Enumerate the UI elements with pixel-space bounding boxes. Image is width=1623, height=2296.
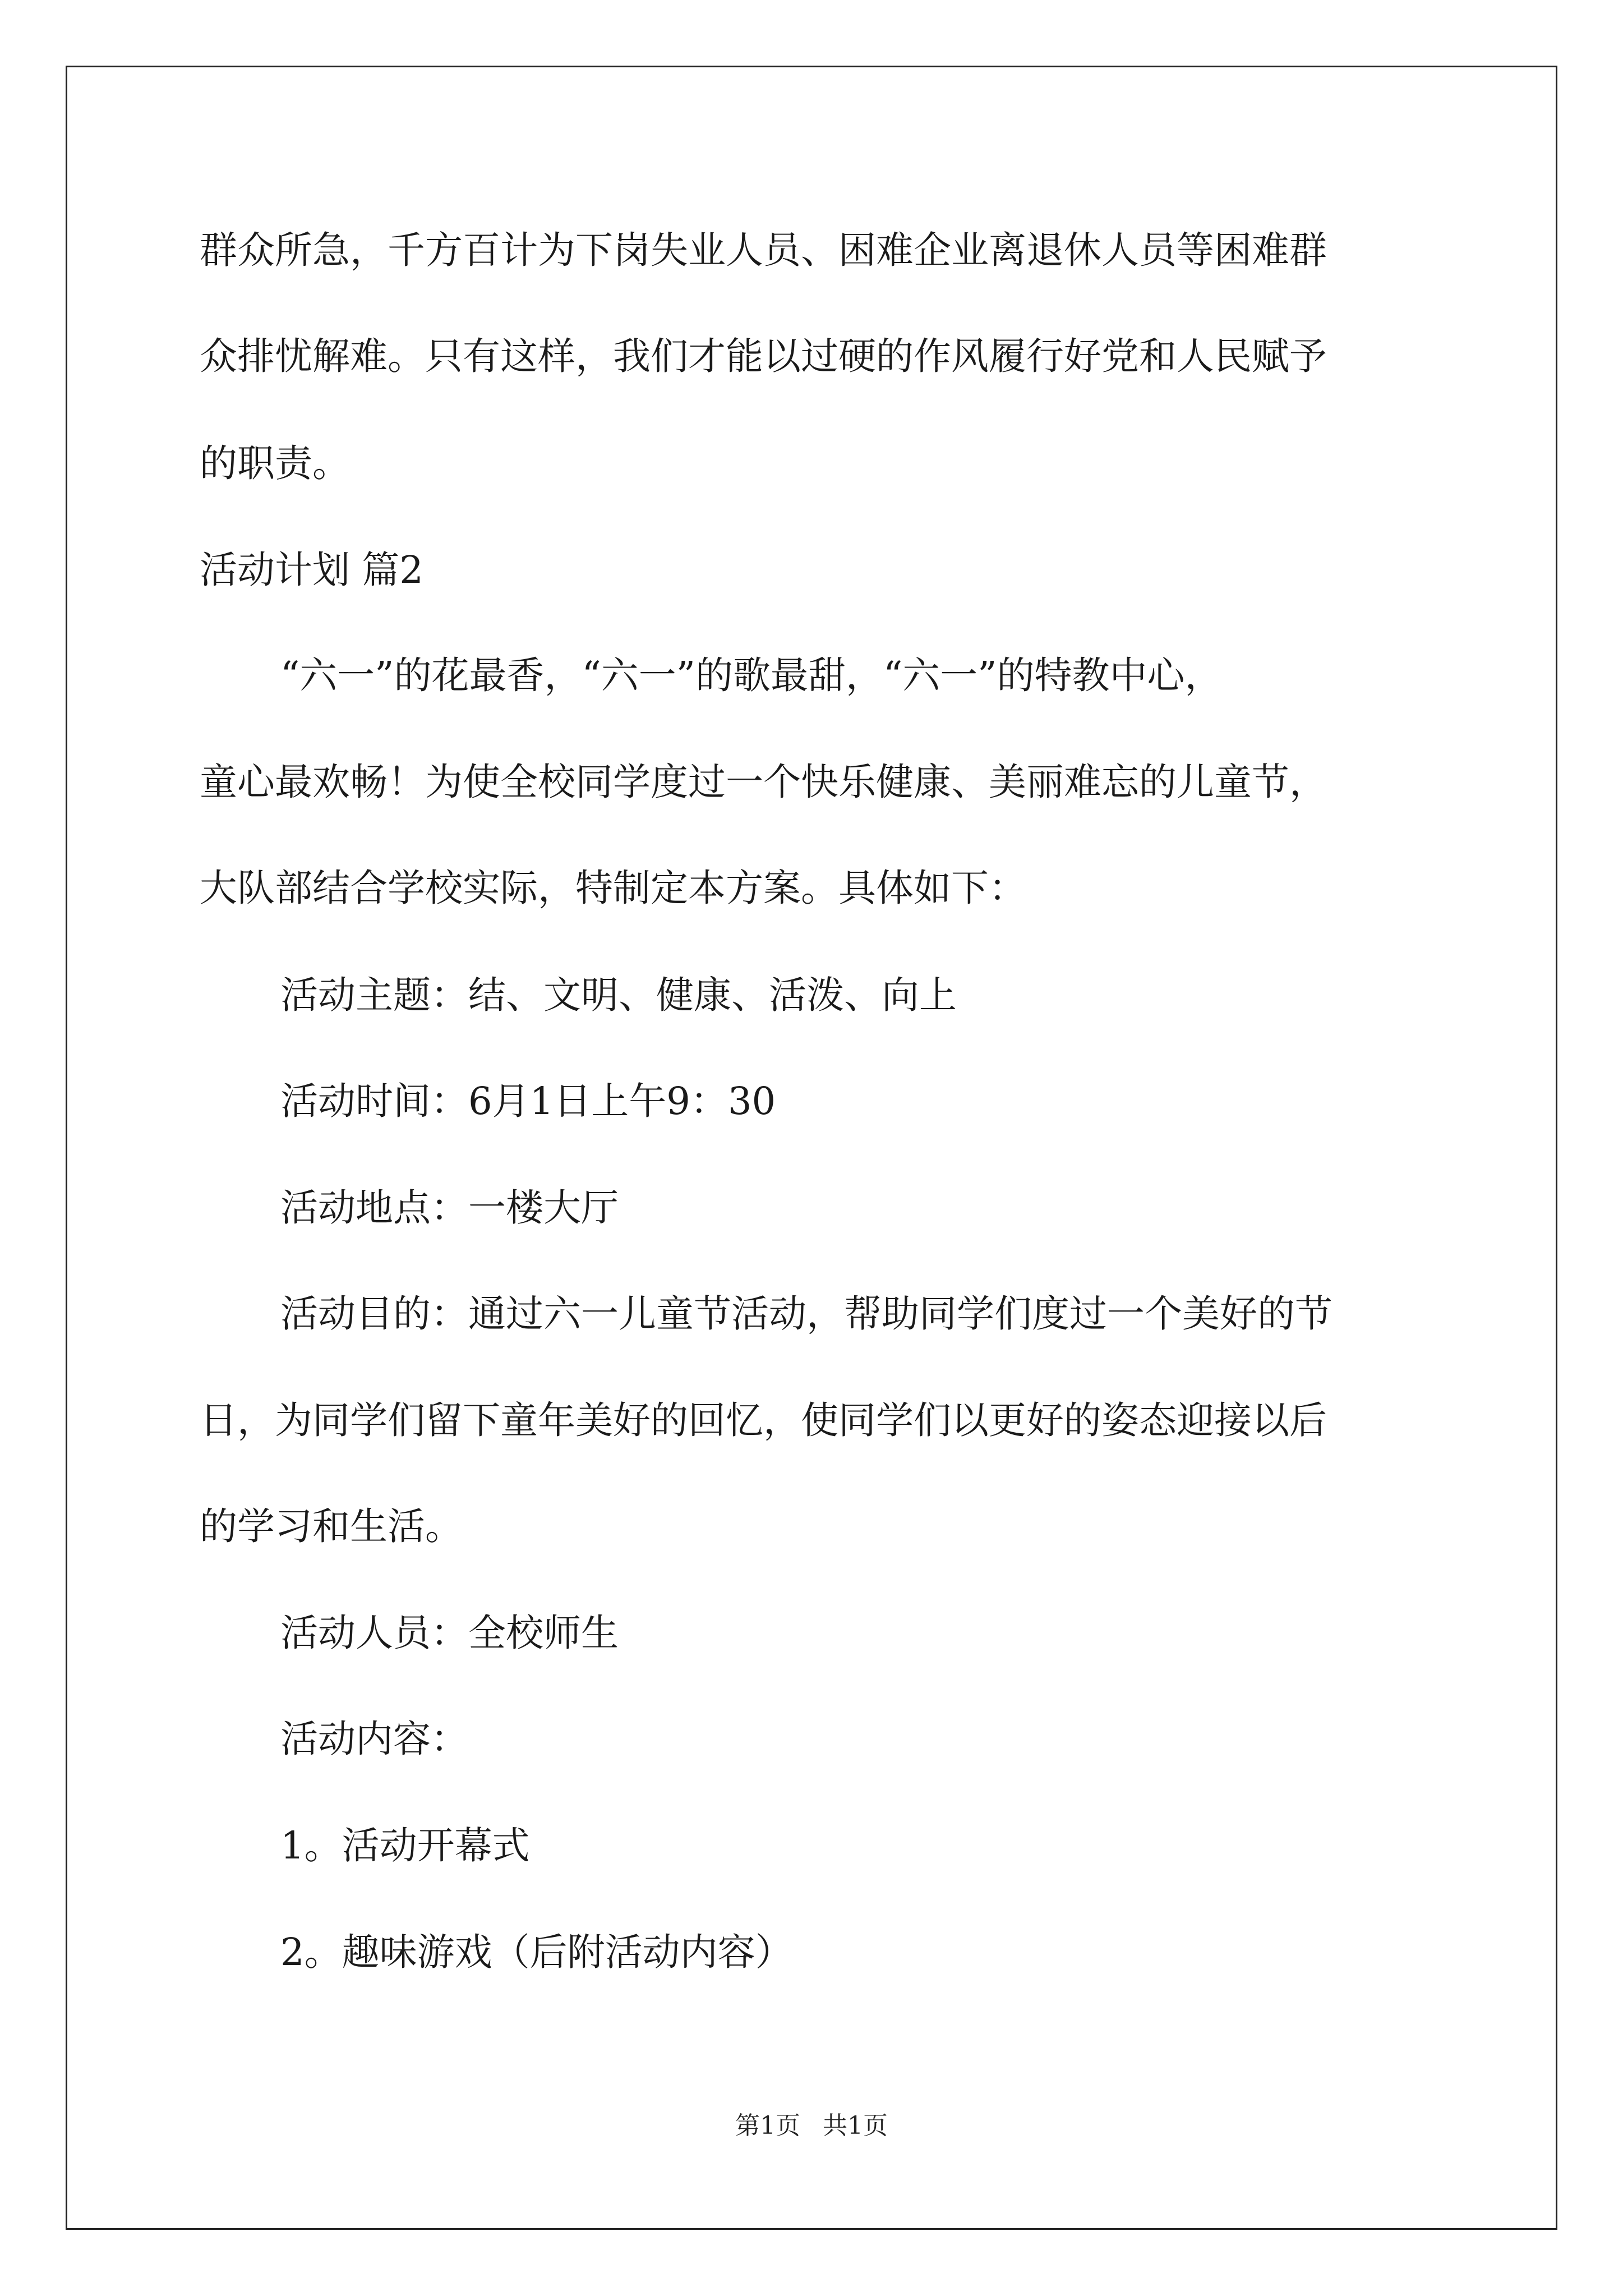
body-line-12: 日，为同学们留下童年美好的回忆，使同学们以更好的姿态迎接以后 [200, 1398, 1327, 1442]
page-total: 共1页 [823, 2111, 888, 2140]
section-heading: 活动计划 篇2 [200, 548, 423, 592]
activity-participants: 活动人员：全校师生 [280, 1611, 619, 1655]
activity-purpose: 活动目的：通过六一儿童节活动，帮助同学们度过一个美好的节 [280, 1292, 1332, 1336]
page-border [66, 66, 1557, 2230]
page-footer [0, 2109, 1623, 2143]
body-line-2: 众排忧解难。只有这样，我们才能以过硬的作风履行好党和人民赋予 [200, 334, 1327, 378]
activity-content-heading: 活动内容： [280, 1717, 468, 1761]
body-line-6: 童心最欢畅！为使全校同学度过一个快乐健康、美丽难忘的儿童节， [200, 760, 1327, 804]
body-line-3: 的职责。 [200, 441, 350, 485]
content-item-1: 1。活动开幕式 [280, 1824, 530, 1867]
activity-time: 活动时间：6月1日上午9：30 [280, 1079, 776, 1123]
body-line-7: 大队部结合学校实际，特制定本方案。具体如下： [200, 866, 1026, 910]
content-item-2: 2。趣味游戏（后附活动内容） [280, 1930, 793, 1974]
page-number: 第1页 [735, 2111, 800, 2140]
body-line-1: 群众所急，千方百计为下岗失业人员、困难企业离退休人员等困难群 [200, 228, 1327, 272]
activity-theme: 活动主题：结、文明、健康、活泼、向上 [280, 973, 957, 1017]
body-line-13: 的学习和生活。 [200, 1504, 463, 1548]
activity-location: 活动地点：一楼大厅 [280, 1186, 619, 1230]
body-line-5: “六一”的花最香，“六一”的歌最甜，“六一”的特教中心， [280, 654, 1223, 697]
